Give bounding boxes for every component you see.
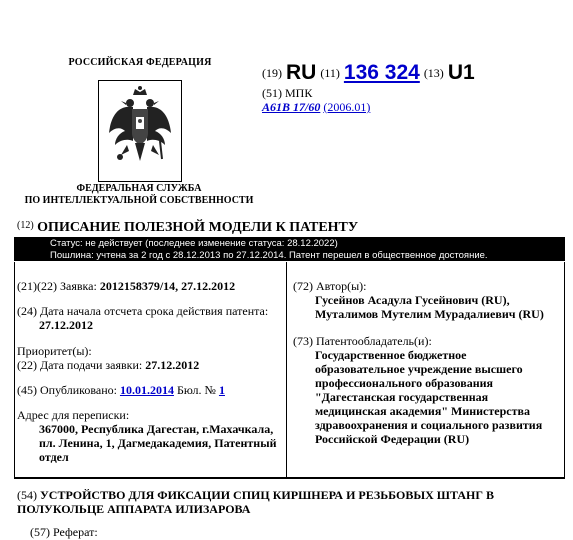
- owner-line-5: медицинская академия" Министерства: [315, 404, 530, 418]
- address-line-2: пл. Ленина, 1, Дагмедакадемия, Патентный: [39, 436, 277, 450]
- agency-line-1: ФЕДЕРАЛЬНАЯ СЛУЖБА: [76, 183, 202, 194]
- published-date-link[interactable]: 10.01.2014: [119, 383, 174, 397]
- priority-label: Приоритет(ы):: [17, 344, 92, 358]
- owner-line-2: образовательное учреждение высшего: [315, 362, 523, 376]
- abstract-code: (57): [30, 525, 50, 539]
- ipc-class-row: [262, 100, 567, 114]
- table-bottom-divider: [14, 478, 565, 479]
- kind-code: U1: [447, 61, 475, 84]
- patent-number-row: [262, 60, 567, 86]
- ipc-row: [262, 86, 567, 100]
- authors-field: [293, 279, 563, 321]
- published-label: (45) Опубликовано:: [17, 383, 117, 397]
- filing-label: (22) Дата подачи заявки:: [17, 358, 143, 372]
- term-label: (24) Дата начала отсчета срока действия патента:: [17, 304, 269, 318]
- address-label: Адрес для переписки:: [17, 408, 130, 422]
- owner-line-4: "Дагестанская государственная: [315, 390, 489, 404]
- owner-label: (73) Патентообладатель(и):: [293, 334, 432, 348]
- fee-line: Пошлина: учтена за 2 год с 28.12.2013 по 27.12.2014. Патент перешел в общественное достояние.: [50, 249, 488, 261]
- agency-line-2: ПО ИНТЕЛЛЕКТУАЛЬНОЙ СОБСТВЕННОСТИ: [24, 195, 254, 206]
- country-name: РОССИЙСКАЯ ФЕДЕРАЦИЯ: [68, 57, 212, 68]
- address-line-1: 367000, Республика Дагестан, г.Махачкала,: [39, 422, 274, 436]
- application-field: [17, 279, 282, 293]
- code-13: (13): [423, 66, 444, 80]
- column-divider: [286, 262, 287, 478]
- invention-text-2: ПОЛУКОЛЬЦЕ АППАРАТА ИЛИЗАРОВА: [17, 502, 251, 516]
- invention-text-1: УСТРОЙСТВО ДЛЯ ФИКСАЦИИ СПИЦ КИРШНЕРА И РЕЗЬБОВЫХ ШТАНГ В: [40, 488, 495, 502]
- agency-name: [14, 183, 264, 207]
- status-line: Статус: не действует (последнее изменение статуса: 28.12.2022): [50, 238, 338, 249]
- owner-field: [293, 334, 565, 446]
- abstract-heading: [30, 525, 98, 540]
- authors-label: (72) Автор(ы):: [293, 279, 367, 293]
- author-2: Муталимов Мутелим Мурадалиевич (RU): [315, 307, 544, 321]
- title-code: (12): [17, 220, 34, 231]
- published-field: [17, 383, 282, 397]
- address-field: [17, 408, 285, 464]
- author-1: Гусейнов Асадула Гусейнович (RU),: [315, 293, 510, 307]
- invention-code: (54): [17, 488, 37, 502]
- term-value: 27.12.2012: [39, 318, 93, 332]
- priority-field: [17, 344, 282, 372]
- owner-line-1: Государственное бюджетное: [315, 348, 467, 362]
- abstract-label: Реферат:: [53, 525, 98, 539]
- application-label: (21)(22) Заявка:: [17, 279, 97, 293]
- ipc-label: МПК: [285, 86, 313, 100]
- patent-number-link[interactable]: 136 324: [343, 61, 420, 84]
- term-field: [17, 304, 282, 332]
- document-title: [17, 220, 567, 236]
- application-value: 2012158379/14, 27.12.2012: [99, 279, 236, 293]
- coat-of-arms-icon: [98, 80, 182, 182]
- ipc-class-link[interactable]: A61B 17/60: [262, 100, 321, 114]
- filing-value: 27.12.2012: [145, 358, 200, 372]
- ipc-year-link[interactable]: (2006.01): [323, 100, 371, 114]
- owner-line-3: профессионального образования: [315, 376, 494, 390]
- bulletin-label: Бюл. №: [176, 383, 216, 397]
- patent-identification: [262, 60, 567, 114]
- code-19: (19): [262, 66, 282, 80]
- status-bar: [14, 237, 565, 261]
- bulletin-number-link[interactable]: 1: [218, 383, 225, 397]
- owner-line-6: здравоохранения и социального развития: [315, 418, 543, 432]
- invention-title: [17, 488, 562, 516]
- code-11: (11): [320, 66, 340, 80]
- title-text: ОПИСАНИЕ ПОЛЕЗНОЙ МОДЕЛИ К ПАТЕНТУ: [37, 220, 359, 235]
- address-line-3: отдел: [39, 450, 69, 464]
- owner-line-7: Российской Федерации (RU): [315, 432, 470, 446]
- code-51: (51): [262, 86, 282, 100]
- country-code: RU: [286, 61, 317, 84]
- invention-line-1: [17, 488, 562, 502]
- filing-row: [17, 358, 282, 372]
